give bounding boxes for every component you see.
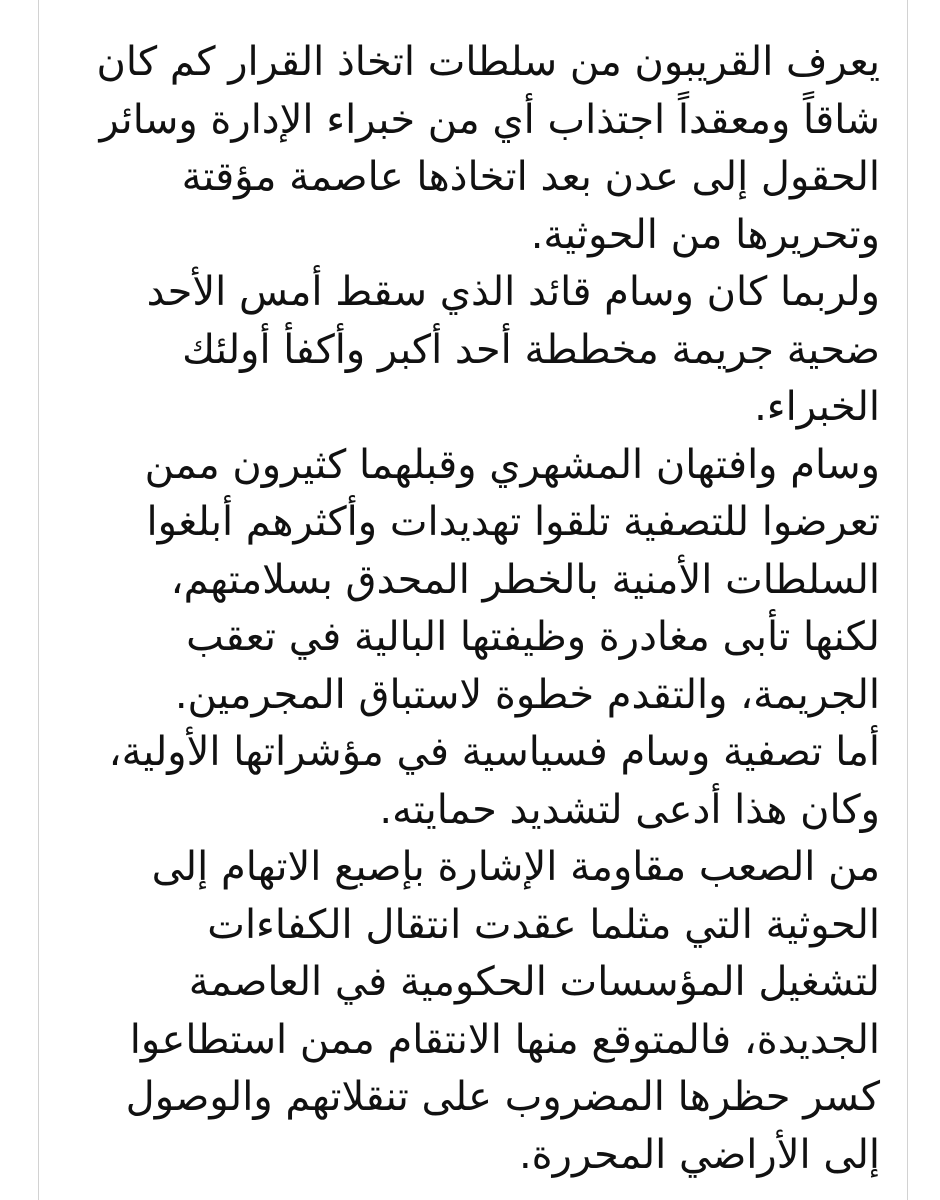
text-line: الجريمة، والتقدم خطوة لاستباق المجرمين.	[174, 671, 880, 718]
right-border-line	[907, 0, 908, 1200]
text-line: إلى الأراضي المحررة.	[518, 1131, 880, 1178]
left-border-line	[38, 0, 39, 1200]
text-line: الجديدة، فالمتوقع منها الانتقام ممن استطاعوا	[129, 1016, 880, 1063]
text-line: وكان هذا أدعى لتشديد حمايته.	[379, 786, 880, 833]
text-line: لتشغيل المؤسسات الحكومية في العاصمة	[188, 959, 880, 1005]
paragraph-3	[62, 437, 880, 725]
text-line: السلطات الأمنية بالخطر المحدق بسلامتهم،	[170, 556, 880, 603]
article-text	[62, 34, 880, 1184]
text-line: يعرف القريبون من سلطات اتخاذ القرار كم كان	[96, 39, 880, 85]
text-line: ضحية جريمة مخططة أحد أكبر وأكفأ أولئك	[182, 326, 880, 373]
text-line: الحوثية التي مثلما عقدت انتقال الكفاءات	[207, 901, 880, 948]
text-line: كسر حظرها المضروب على تنقلاتهم والوصول	[125, 1074, 880, 1120]
paragraph-2	[62, 264, 880, 437]
text-line: الحقول إلى عدن بعد اتخاذها عاصمة مؤقتة	[181, 154, 880, 200]
text-line: تعرضوا للتصفية تلقوا تهديدات وأكثرهم أبلغوا	[146, 499, 880, 545]
text-line: أما تصفية وسام فسياسية في مؤشراتها الأولية،	[108, 729, 880, 775]
text-line: وتحريرها من الحوثية.	[530, 211, 880, 258]
paragraph-5	[62, 839, 880, 1184]
text-line: الخبراء.	[754, 384, 880, 430]
text-line: وسام وافتهان المشهري وقبلهما كثيرون ممن	[144, 441, 880, 488]
text-line: من الصعب مقاومة الإشارة بإصبع الاتهام إلى	[151, 844, 880, 890]
paragraph-1	[62, 34, 880, 264]
text-line: لكنها تأبى مغادرة وظيفتها البالية في تعقب	[186, 614, 880, 660]
text-line: شاقاً ومعقداً اجتذاب أي من خبراء الإدارة وسائر	[99, 96, 880, 143]
text-line: ولربما كان وسام قائد الذي سقط أمس الأحد	[146, 269, 880, 315]
paragraph-4	[62, 724, 880, 839]
